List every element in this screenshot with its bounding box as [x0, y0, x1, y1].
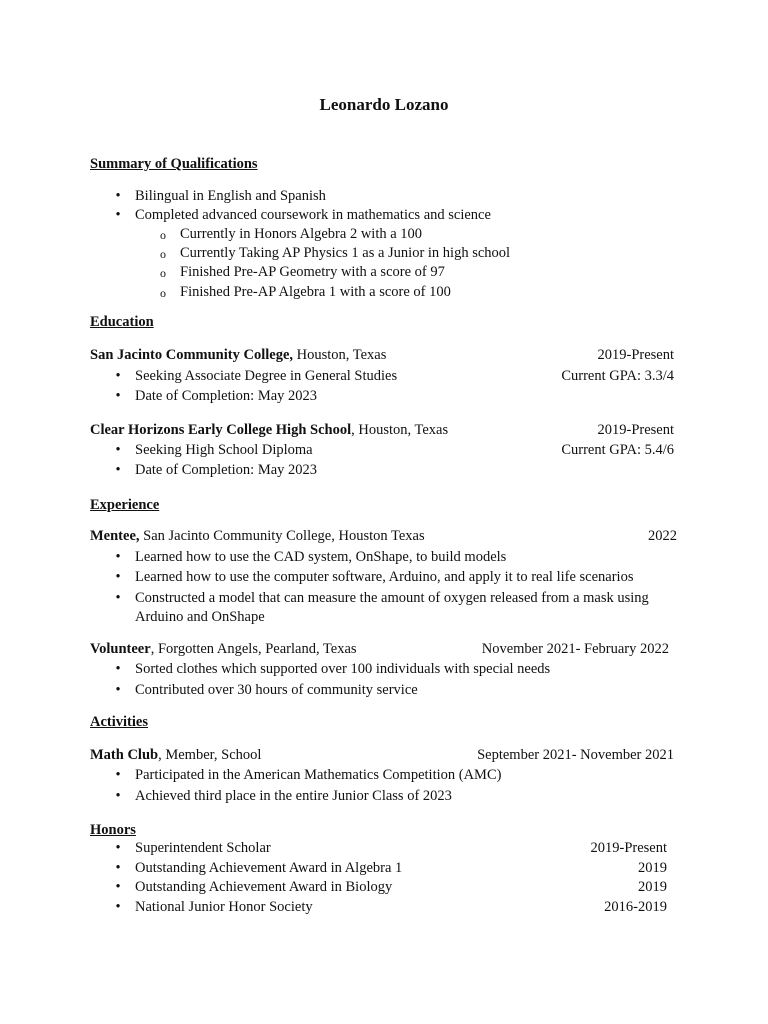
education-heading: Education	[90, 314, 154, 330]
honor-item: Outstanding Achievement Award in Algebra 1	[135, 860, 403, 876]
activity-item: Participated in the American Mathematics Competition (AMC)	[135, 767, 502, 783]
bullet-icon: •	[115, 590, 121, 606]
experience-item-continued: Arduino and OnShape	[135, 609, 265, 625]
education-item: Seeking High School Diploma	[135, 442, 313, 458]
education-location: Houston, Texas	[293, 347, 387, 363]
bullet-icon: •	[115, 207, 121, 223]
education-item: Seeking Associate Degree in General Studies	[135, 368, 398, 384]
resume-name: Leonardo Lozano	[319, 95, 449, 114]
experience-entry-title	[90, 642, 357, 657]
education-location: , Houston, Texas	[351, 422, 449, 438]
circle-bullet-icon: o	[160, 286, 166, 300]
honor-item: Outstanding Achievement Award in Biology	[135, 879, 393, 895]
activity-item: Achieved third place in the entire Junior Class of 2023	[135, 788, 452, 804]
experience-item: Constructed a model that can measure the amount of oxygen released from a mask using	[135, 590, 649, 606]
summary-subitem: Finished Pre-AP Geometry with a score of 97	[180, 264, 445, 280]
bullet-icon: •	[115, 569, 121, 585]
education-item: Date of Completion: May 2023	[135, 462, 318, 478]
honor-date: 2019	[638, 879, 667, 895]
experience-org: , Forgotten Angels, Pearland, Texas	[150, 641, 357, 657]
education-item: Date of Completion: May 2023	[135, 388, 318, 404]
bullet-icon: •	[115, 462, 121, 478]
experience-role: Mentee,	[90, 528, 140, 544]
honor-item: National Junior Honor Society	[135, 899, 313, 915]
bullet-icon: •	[115, 899, 121, 915]
bullet-icon: •	[115, 682, 121, 698]
experience-org: San Jacinto Community College, Houston Texas	[139, 528, 425, 544]
bullet-icon: •	[115, 442, 121, 458]
honor-item: Superintendent Scholar	[135, 840, 271, 856]
bullet-icon: •	[115, 840, 121, 856]
activity-dates: September 2021- November 2021	[477, 747, 674, 763]
experience-item: Learned how to use the CAD system, OnShape, to build models	[135, 549, 507, 565]
experience-item: Learned how to use the computer software, Arduino, and apply it to real life scenarios	[135, 569, 634, 585]
experience-item: Sorted clothes which supported over 100 individuals with special needs	[135, 661, 551, 677]
education-entry-title	[90, 348, 386, 363]
experience-item: Contributed over 30 hours of community service	[135, 682, 418, 698]
experience-dates: 2022	[648, 528, 677, 544]
bullet-icon: •	[115, 188, 121, 204]
bullet-icon: •	[115, 879, 121, 895]
bullet-icon: •	[115, 388, 121, 404]
honors-heading: Honors	[90, 822, 136, 838]
experience-heading: Experience	[90, 497, 160, 513]
bullet-icon: •	[115, 860, 121, 876]
education-gpa: Current GPA: 3.3/4	[561, 368, 674, 384]
experience-entry-title	[90, 529, 425, 544]
honor-date: 2016-2019	[604, 899, 667, 915]
activity-role: Math Club	[90, 747, 159, 763]
education-entry-title	[90, 423, 448, 438]
activities-heading: Activities	[90, 714, 148, 730]
education-dates: 2019-Present	[597, 347, 674, 363]
bullet-icon: •	[115, 661, 121, 677]
summary-subitem: Finished Pre-AP Algebra 1 with a score of 100	[180, 284, 451, 300]
bullet-icon: •	[115, 788, 121, 804]
circle-bullet-icon: o	[160, 266, 166, 280]
experience-role: Volunteer	[90, 641, 151, 657]
activity-org: , Member, School	[158, 747, 262, 763]
honor-date: 2019-Present	[590, 840, 667, 856]
summary-subitem: Currently in Honors Algebra 2 with a 100	[180, 226, 423, 242]
honor-date: 2019	[638, 860, 667, 876]
summary-item: Completed advanced coursework in mathematics and science	[135, 207, 491, 223]
education-org: Clear Horizons Early College High School	[90, 422, 352, 438]
activity-title	[90, 748, 261, 763]
summary-subitem: Currently Taking AP Physics 1 as a Junior in high school	[180, 245, 511, 261]
circle-bullet-icon: o	[160, 228, 166, 242]
education-dates: 2019-Present	[597, 422, 674, 438]
circle-bullet-icon: o	[160, 247, 166, 261]
bullet-icon: •	[115, 767, 121, 783]
summary-item: Bilingual in English and Spanish	[135, 188, 326, 204]
education-org: San Jacinto Community College,	[90, 347, 293, 363]
bullet-icon: •	[115, 549, 121, 565]
summary-heading: Summary of Qualifications	[90, 156, 258, 172]
bullet-icon: •	[115, 368, 121, 384]
education-gpa: Current GPA: 5.4/6	[561, 442, 674, 458]
experience-dates: November 2021- February 2022	[481, 641, 669, 657]
